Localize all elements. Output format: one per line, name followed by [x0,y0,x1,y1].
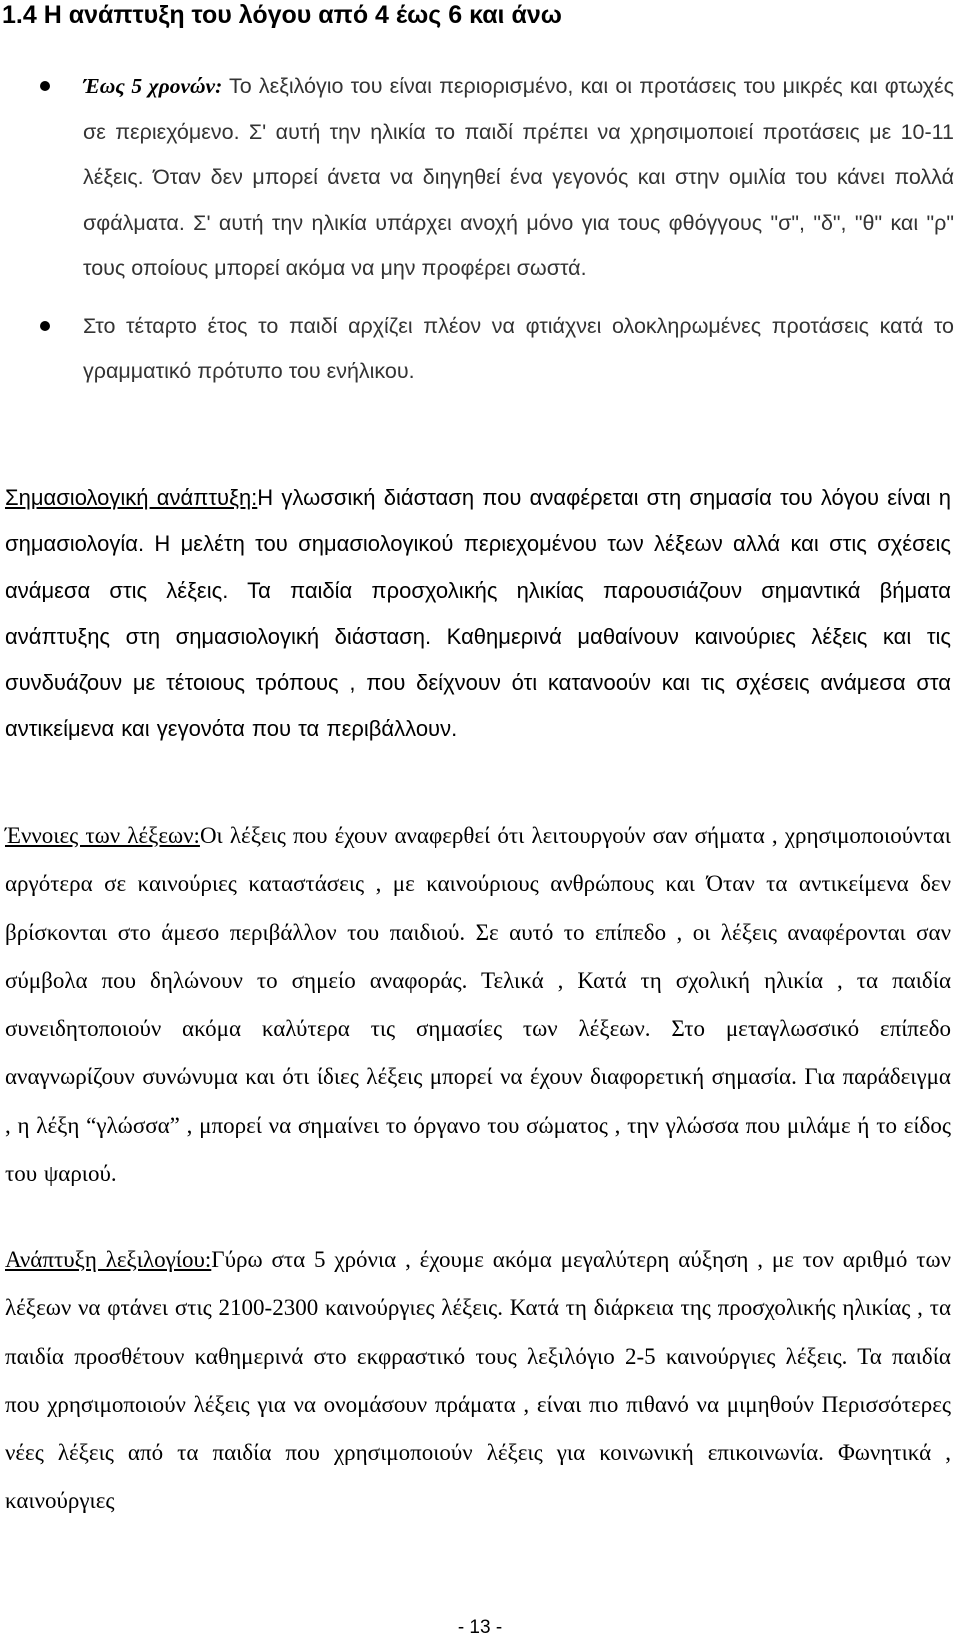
bullet-text: Στο τέταρτο έτος το παιδί αρχίζει πλέον να φτιάχνει ολοκληρωμένες προτάσεις κατά το γραμματικό πρότυπο του ενήλικου. [83,313,954,383]
paragraph-text: Η γλωσσική διάσταση που αναφέρεται στη σημασία του λόγου είναι η σημασιολογία. Η μελέτη του σημασιολογικού περιεχομένου των λέξεων αλλά και στις σχέσεις ανάμεσα στις λέξεις. Τα παιδία προσχολικής ηλικίας παρουσιάζουν σημαντικά βήματα ανάπτυξης στη σημασιολογική διάσταση. Καθημερινά μαθαίνουν καινούριες λέξεις και τις συνδυάζουν με τέτοιους τρόπους , που δείχνουν ότι κατανοούν και τις σχέσεις ανάμεσα στα αντικείμενα και γεγονότα που τα περιβάλλουν. [5,485,951,742]
paragraph-term: Έννοιες των λέξεων: [5,823,200,848]
paragraph-text: Οι λέξεις που έχουν αναφερθεί ότι λειτουργούν σαν σήματα , χρησιμοποιούνται αργότερα σε καινούριες καταστάσεις , με καινούριους ανθρώπους και Όταν τα αντικείμενα δεν βρίσκονται στο άμεσο περιβάλλον του παιδιού. Σε αυτό το επίπεδο , οι λέξεις αναφέρονται σαν σύμβολα που δηλώνουν το σημείο αναφοράς. Τελικά , Κατά τη σχολική ηλικία , τα παιδία συνειδητοποιούν ακόμα καλύτερα τις σημασίες των λέξεων. Στο μεταγλωσσικό επίπεδο αναγνωρίζουν συνώνυμα και ότι ίδιες λέξεις μπορεί να έχουν διαφορετική σημασία. Για παράδειγμα , η λέξη “γλώσσα” , μπορεί να σημαίνει το όργανο του σώματος , την γλώσσα που μιλάμε ή το είδος του ψαριού. [5,823,951,1187]
paragraph-vocabulary-development [5,1236,951,1526]
bullet-dot-icon [40,321,50,331]
bullet-dot-icon [40,81,50,91]
bullet-item-fourth-year [0,304,960,395]
paragraph-term: Ανάπτυξη λεξιλογίου: [5,1247,212,1272]
bullet-lead: Έως 5 χρονών: [83,74,223,98]
section-heading: 1.4 Η ανάπτυξη του λόγου από 4 έως 6 και άνω [2,1,562,29]
paragraph-term: Σημασιολογική ανάπτυξη: [5,485,258,510]
paragraph-semantic-development [5,475,951,753]
page-number: - 13 - [457,1617,503,1638]
bullet-item-age-5 [0,64,960,292]
paragraph-word-meanings [5,812,951,1198]
paragraph-text: Γύρω στα 5 χρόνια , έχουμε ακόμα μεγαλύτερη αύξηση , με τον αριθμό των λέξεων να φτάνει στις 2100-2300 καινούργιες λέξεις. Κατά τη διάρκεια της προσχολικής ηλικίας , τα παιδία προσθέτουν καθημερινά στο εκφραστικό τους λεξιλόγιο 2-5 καινούργιες λέξεις. Τα παιδία που χρησιμοποιούν λέξεις για να ονομάσουν πράματα , είναι πιο πιθανό να μιμηθούν Περισσότερες νέες λέξεις από τα παιδία που χρησιμοποιούν λέξεις για κοινωνική επικοινωνία. Φωνητικά , καινούργιες [5,1247,951,1514]
bullet-text: Το λεξιλόγιο του είναι περιορισμένο, και οι προτάσεις του μικρές και φτωχές σε περιεχόμενο. Σ' αυτή την ηλικία το παιδί πρέπει να χρησιμοποιεί προτάσεις με 10-11 λέξεις. Όταν δεν μπορεί άνετα να διηγηθεί ένα γεγονός και στην ομιλία του κάνει πολλά σφάλματα. Σ' αυτή την ηλικία υπάρχει ανοχή μόνο για τους φθόγγους "σ", "δ", "θ" και "ρ" τους οποίους μπορεί ακόμα να μην προφέρει σωστά. [83,74,954,280]
bullet-list [0,64,960,395]
